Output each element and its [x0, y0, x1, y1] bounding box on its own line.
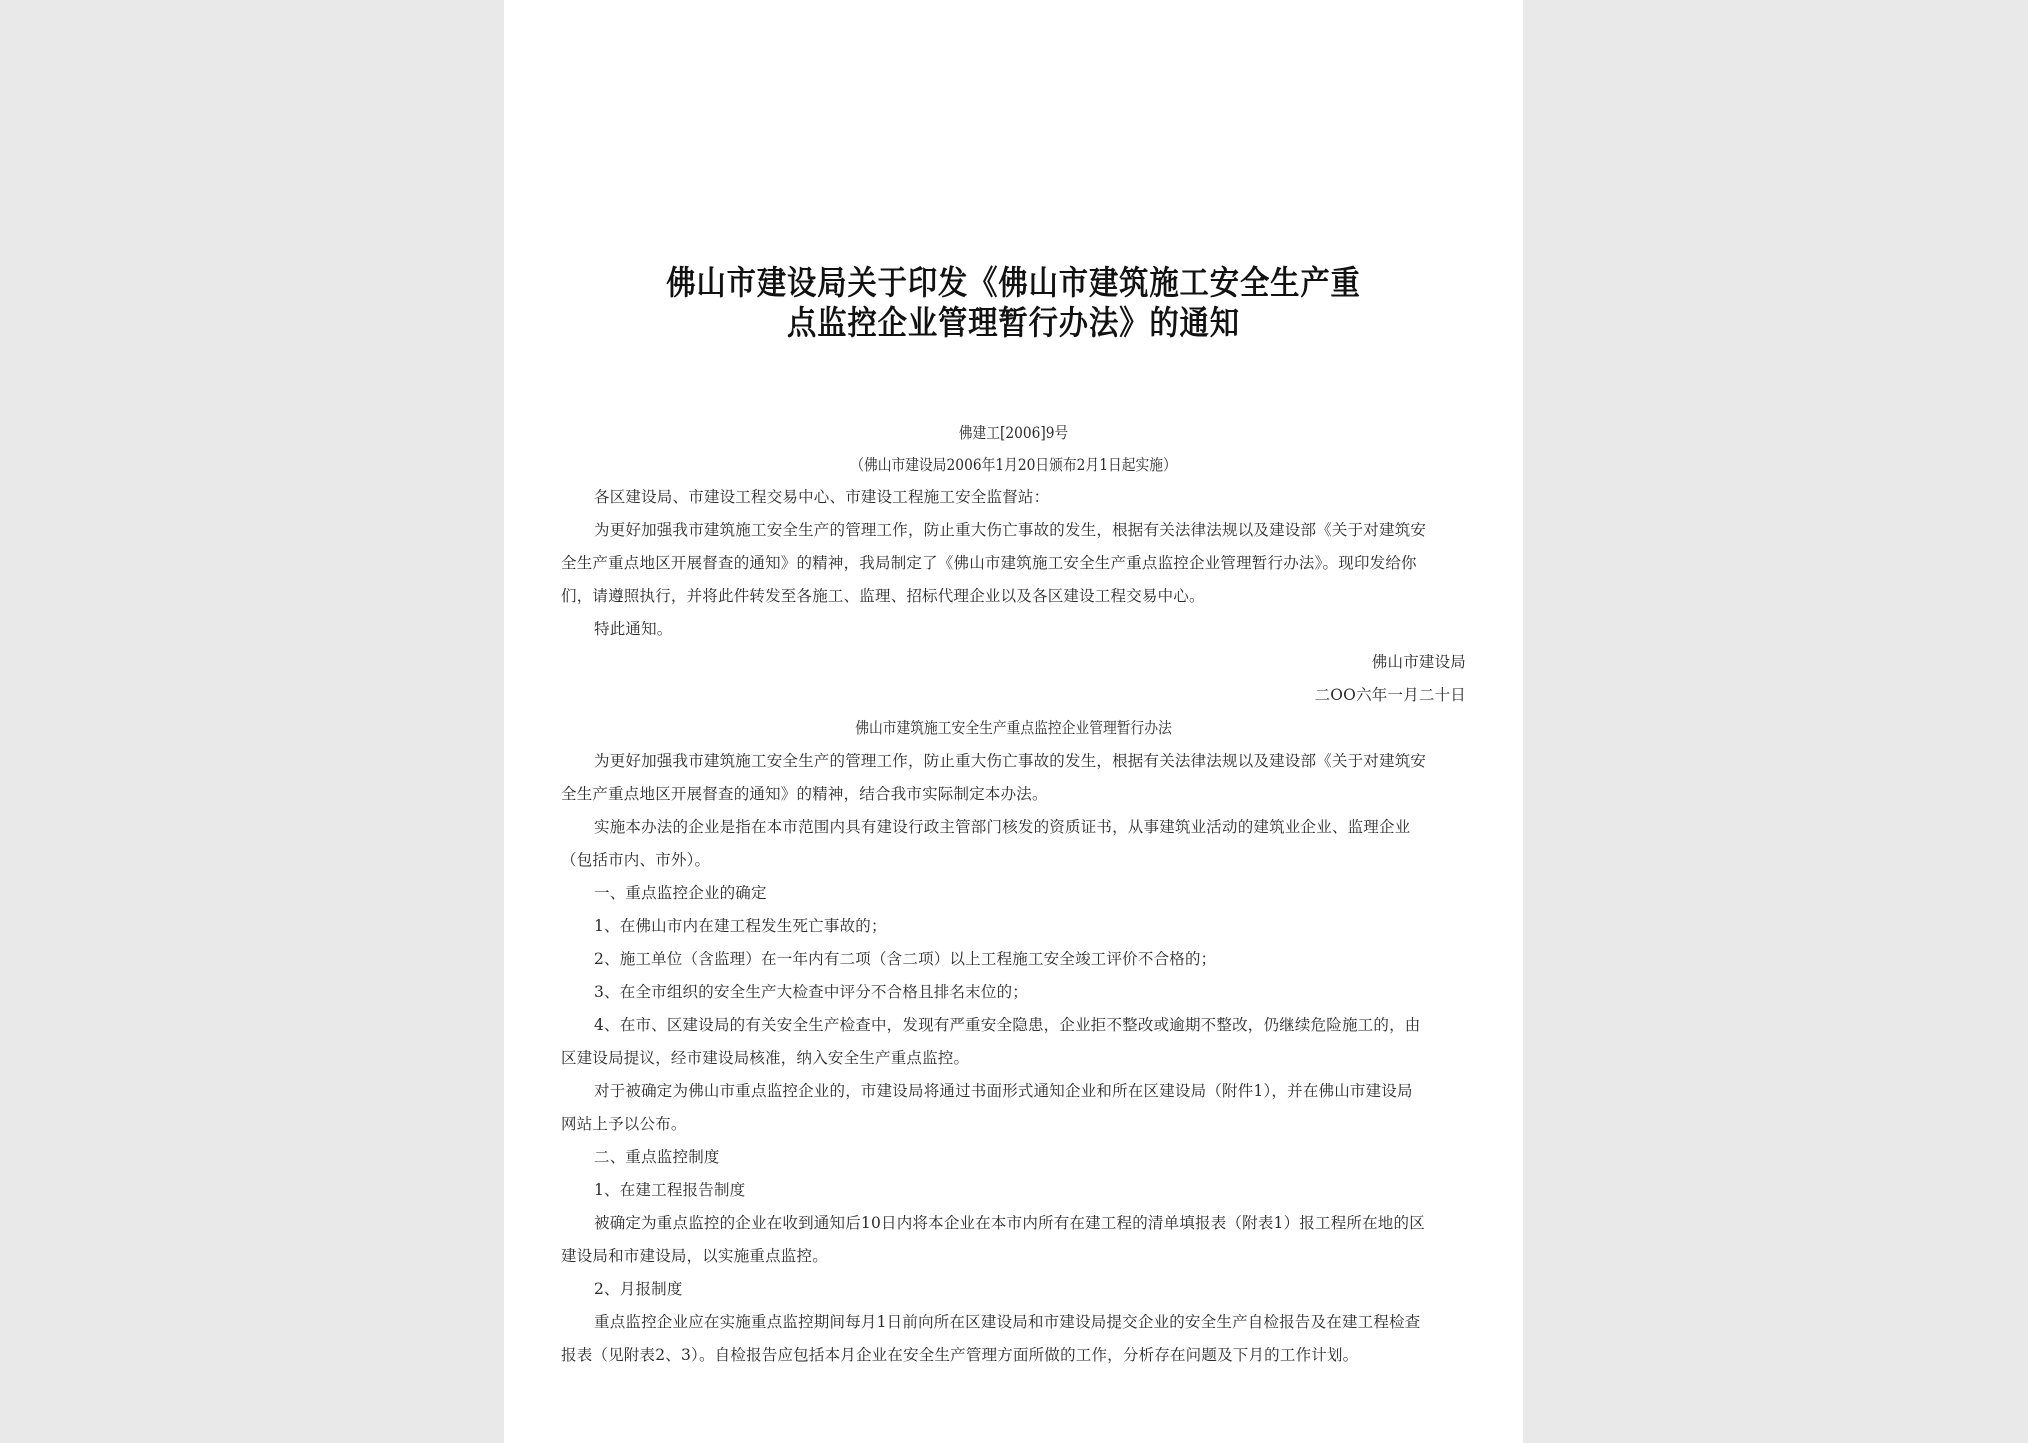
paragraph-line: 们，请遵照执行，并将此件转发至各施工、监理、招标代理企业以及各区建设工程交易中心。	[561, 587, 1205, 605]
list-item: 1、在佛山市内在建工程发生死亡事故的；	[594, 917, 887, 935]
issue-note: （佛山市建设局2006年1月20日颁布2月1日起实施）	[850, 456, 1177, 474]
subsection-heading: 2、月报制度	[594, 1280, 683, 1298]
paragraph-line: 全生产重点地区开展督查的通知》的精神，结合我市实际制定本办法。	[561, 785, 1048, 803]
document-title-line-1: 佛山市建设局关于印发《佛山市建筑施工安全生产重	[666, 263, 1361, 302]
paragraph-line: 报表（见附表2、3）。自检报告应包括本月企业在安全生产管理方面所做的工作，分析存在问题及下月的工作计划。	[561, 1346, 1359, 1364]
paragraph-line: 全生产重点地区开展督查的通知》的精神，我局制定了《佛山市建筑施工安全生产重点监控企业管理暂行办法》。现印发给你	[561, 554, 1417, 572]
list-item: 区建设局提议，经市建设局核准，纳入安全生产重点监控。	[561, 1049, 970, 1067]
document-number: 佛建工[2006]9号	[958, 424, 1069, 442]
closing-line: 特此通知。	[594, 620, 673, 638]
paragraph-line: 重点监控企业应在实施重点监控期间每月1日前向所在区建设局和市建设局提交企业的安全生产自检报告及在建工程检查	[594, 1313, 1421, 1331]
document-title-line-2: 点监控企业管理暂行办法》的通知	[787, 303, 1240, 342]
regulation-title: 佛山市建筑施工安全生产重点监控企业管理暂行办法	[855, 719, 1172, 737]
paragraph-line: 实施本办法的企业是指在本市范围内具有建设行政主管部门核发的资质证书，从事建筑业活动的建筑业企业、监理企业	[594, 818, 1411, 836]
paragraph-line: 被确定为重点监控的企业在收到通知后10日内将本企业在本市内所有在建工程的清单填报表（附表1）报工程所在地的区	[594, 1214, 1425, 1232]
document-page	[504, 0, 1523, 1443]
paragraph-line: 为更好加强我市建筑施工安全生产的管理工作，防止重大伤亡事故的发生，根据有关法律法规以及建设部《关于对建筑安	[594, 521, 1427, 539]
list-item: 4、在市、区建设局的有关安全生产检查中，发现有严重安全隐患，企业拒不整改或逾期不整改，仍继续危险施工的，由	[594, 1016, 1421, 1034]
addressee-line: 各区建设局、市建设工程交易中心、市建设工程施工安全监督站：	[594, 488, 1050, 506]
issuer-signature: 佛山市建设局	[1371, 653, 1466, 671]
paragraph-line: （包括市内、市外）。	[561, 851, 711, 869]
issue-date: 二OO六年一月二十日	[1314, 686, 1466, 704]
paragraph-line: 对于被确定为佛山市重点监控企业的，市建设局将通过书面形式通知企业和所在区建设局（附件1），并在佛山市建设局	[594, 1082, 1413, 1100]
paragraph-line: 建设局和市建设局，以实施重点监控。	[561, 1247, 828, 1265]
list-item: 2、施工单位（含监理）在一年内有二项（含二项）以上工程施工安全竣工评价不合格的；	[594, 950, 1217, 968]
section-heading: 二、重点监控制度	[594, 1148, 720, 1166]
subsection-heading: 1、在建工程报告制度	[594, 1181, 746, 1199]
list-item: 3、在全市组织的安全生产大检查中评分不合格且排名末位的；	[594, 983, 1028, 1001]
paragraph-line: 网站上予以公布。	[561, 1115, 687, 1133]
section-heading: 一、重点监控企业的确定	[594, 884, 767, 902]
paragraph-line: 为更好加强我市建筑施工安全生产的管理工作，防止重大伤亡事故的发生，根据有关法律法规以及建设部《关于对建筑安	[594, 752, 1427, 770]
